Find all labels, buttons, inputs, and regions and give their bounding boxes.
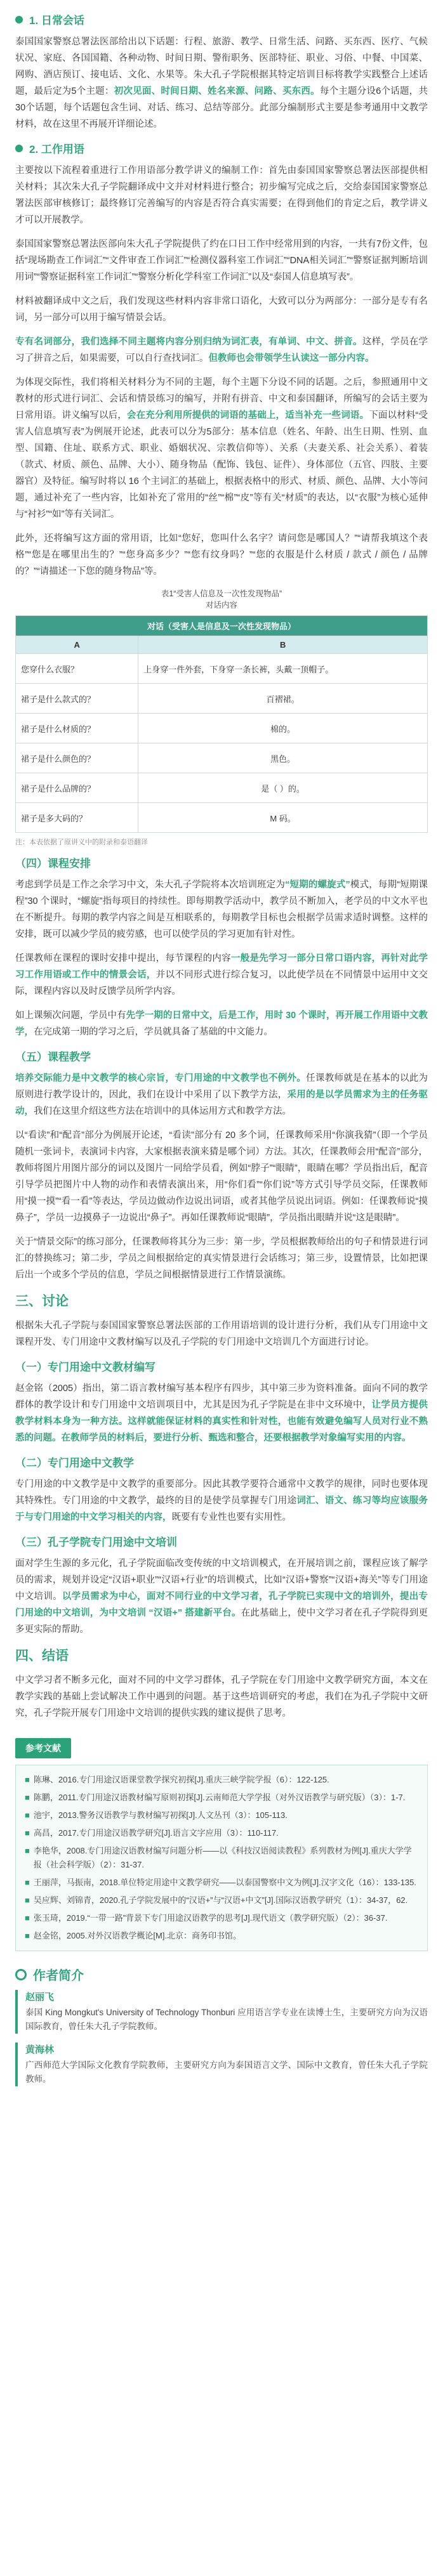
author-card — [15, 1990, 428, 2034]
highlight-text: 以学员需求为中心，面对不同行业的中文学习者，孔子学院已实现中文的培训外，提出专门用途的中文培训，为中文培训 “汉语+” 搭建新平台。 — [15, 1592, 428, 1618]
highlight-text: 但教师也会带领学生认读这一部分内容。 — [208, 353, 374, 363]
table-row — [16, 684, 428, 714]
table-cell-b: 棉的。 — [138, 714, 428, 743]
paragraph — [15, 1476, 428, 1526]
paragraph: 以“看读”和“配音”部分为例展开论述，“看读”部分有 20 多个词，任课教师采用“你演我猜”（即一个学员随机一张词卡，表演词卡内容，大家根据表演来猜是哪个词）方法。其次，任课教师会用“配音”部分，教师将图片用图片部分的词以及图片一同给学员看，例如“脖子”“眼睛”，眼睛在哪？学员指出后，配音引导学员把图片中人物的动作和表情表演出来，用“你们看”“你们说”等方式引导学员交际，任课教师用“摸一摸”“看一看”等表达，学员边做动作边说出词语，或者其他学员说出词语。例如：任课教师说“摸鼻子”，学员一边摸鼻子一边说出“鼻子”。再如任课教师说“眼睛”，学员指出眼睛并说“这是眼睛”。 — [15, 1130, 428, 1223]
bullet-icon: ■ — [25, 1775, 30, 1784]
paragraph — [15, 1007, 428, 1040]
table-cell-b: M 码。 — [138, 803, 428, 833]
authors-title: 作者简介 — [33, 1969, 84, 1983]
paragraph — [15, 1555, 428, 1638]
table-cell-a: 裙子是什么材质的？ — [16, 714, 138, 743]
bullet-icon: ■ — [25, 1913, 30, 1923]
author-desc: 泰国 King Mongkut's University of Technology Thonburi 应用语言学专业在读博士生，主要研究方向为汉语国际教育，曾任朱大孔子学院教师。 — [25, 2008, 428, 2031]
text: 既要有专业性也要有实用性。 — [171, 1512, 291, 1522]
highlight-text: 培养交际能力是中文教学的核心宗旨，专门用途的中文教学也不例外。 — [15, 1073, 307, 1083]
bullet-icon: ■ — [25, 1828, 30, 1838]
dialogue-table-block — [15, 587, 428, 847]
ring-icon — [15, 1969, 27, 1980]
highlight-text: 先学一期的日常中文，后是工作，用时 30 个课时，再开展工作用语中文教学， — [15, 1010, 428, 1037]
bullet-icon: ■ — [25, 1846, 30, 1855]
text: 面对学生生源的多元化，孔子学院面临改变传统的中文培训模式，在开展培训之前，课程应该了解学员的需求，规划并设定“汉语+职业”“汉语+行业”的培训模式，比如“汉语+警察”“汉语+海关”等专门用途中文培训。 — [15, 1559, 428, 1602]
reference-text: 赵金铭，2005.对外汉语教学概论[M].北京：商务印书馆。 — [33, 1931, 242, 1940]
table-caption-line: 表1“受害人信息及一次性发现物品” — [161, 589, 282, 598]
reference-item — [25, 1808, 418, 1822]
reference-text: 高昌，2017.专门用途汉语教学研究[J].语言文字应用（3）：110-117. — [33, 1828, 279, 1838]
table-row — [16, 654, 428, 684]
reference-text: 吴应辉、刘锦青，2020.孔子学院发展中的“汉语+”与“汉语+中文”[J].国际汉语教学研究（1）：34-37，62. — [33, 1895, 408, 1905]
table-caption — [15, 587, 428, 610]
reference-item — [25, 1929, 418, 1943]
highlight-text: 专有名词部分，我们选择不同主题将内容分别归纳为词汇表，有单词、中文、拼音。 — [15, 337, 362, 347]
paragraph — [15, 950, 428, 1000]
text: 并以不同形式进行综合复习，以此使学员在不同情景中运用中文交际，课程内容以及时反馈学员所学内容。 — [15, 970, 428, 997]
text: 泰国国家警察总署法医部给出以下话题：行程、旅游、教学、日常生活、问路、买东西、医疗、气候状况、家庭、各国国籍、各种动物、时间日期、警衔职务、医部特征、职业、习俗、中餐、中国菜、网购、酒店预订、接电话、文化、水果等。朱大孔子学院根据其特定培训目标将教学实践整合上述话题，最后定为5个主题： — [15, 37, 428, 96]
table-caption-line: 对话内容 — [205, 601, 237, 610]
section-heading-course: （四）课程安排 — [15, 858, 91, 870]
table-cell-b: 是（ ）的。 — [138, 773, 428, 803]
dialogue-table — [15, 615, 428, 833]
author-name: 黄海林 — [25, 2044, 55, 2055]
text: 任课教师在课程的课时安排中提出，每节课程的内容 — [15, 953, 231, 964]
reference-item — [25, 1911, 418, 1925]
section-heading-conclusion: 四、结语 — [15, 1649, 69, 1663]
text: 这样，学员在学习了拼音之后，如果需要，可以自行查找词汇。 — [15, 337, 428, 363]
text: 下面以材料“受害人信息填写表”为例展开论述，此表可以分为5部分：基本信息（姓名、年龄、出生日期、性别、血型、国籍、住址、联系方式、职业、婚姻状况、宗教信仰等）、关系（夫妻关系、社会关系）、着装（款式、材质、颜色、品牌、大小）、随身物品（配饰、钱包、证件）、身体部位（五官、四肢、主要器官）及特征。编写时将以 16 个主词汇的基础上，根据表格中的形式、材质、颜色、品牌、大小等问题，通过补充了一些内容，比如补充了常用的“丝”“棉”“皮”等有关“材质”的表达，以“衣服”为核心延伸与“衬衫”“如”等有关词汇。 — [15, 410, 428, 520]
authors-header — [15, 1965, 428, 1984]
author-name: 赵丽飞 — [25, 1992, 55, 2003]
table-cell-b: 上身穿一件外套，下身穿一条长裤，头戴一顶帽子。 — [138, 654, 428, 684]
paragraph — [15, 1380, 428, 1446]
highlight-text: 让学员方提供教学材料本身为一种方法。这样就能保证材料的真实性和针对性，也能有效避免编写人员对行业不熟悉的问题。在教师学员的材料后，要进行分析、甄选和整合，还要根据教学对象编写实用的内容。 — [15, 1400, 428, 1443]
paragraph: 关于“情景交际”的练习部分，任课教师将其分为三步：第一步，学员根据教师给出的句子和情景进行词汇的替换练习；第二步，学员之间根据给定的真实情景进行会话练习；第三步，设置情景，比如把课后出一个或多个学员的信息，学员之间根据情景进行工作情景演练。 — [15, 1237, 428, 1280]
highlight-text: 一般是先学习一部分日常口语内容，再针对此学习工作用语或工作中的情景会话， — [15, 953, 428, 980]
section-heading-text: 2. 工作用语 — [29, 143, 84, 155]
bullet-icon: ■ — [25, 1931, 30, 1940]
section-heading-discussion: 三、讨论 — [15, 1294, 69, 1309]
article-content — [15, 0, 428, 2095]
table-note: 注：本表依据了原讲义中的附录和泰语翻译 — [15, 839, 148, 846]
table-row — [16, 743, 428, 773]
bullet-icon: ■ — [25, 1793, 30, 1802]
paragraph: 中文学习者不断多元化，面对不同的中文学习群体，孔子学院在专门用途中文教学研究方面，本文在教学实践的基础上尝试解决工作中遇到的问题。基于这些培训研究的考虑，我们在为孔子学院中文研究，孔子学院开展专门用途中文培训的提供实践的建议提供了思考。 — [15, 1675, 428, 1718]
table-cell-a: 您穿什么衣服？ — [16, 654, 138, 684]
reference-text: 池宇，2013.警务汉语教学与教材编写初探[J].人文丛刊（3）：105-113. — [33, 1810, 288, 1820]
text: 如上课频次问题，学员中有 — [15, 1010, 126, 1021]
reference-text: 张玉琦，2019.“一带一路”背景下专门用途汉语教学的思考[J].现代语文（教学研究版）（2）：36-37. — [33, 1913, 388, 1923]
subsection-heading-teaching: （二）专门用途中文教学 — [15, 1457, 134, 1469]
reference-item — [25, 1876, 418, 1890]
highlight-text: “短期的螺旋式” — [285, 880, 350, 890]
section-heading-work — [15, 140, 428, 156]
table-col-a: A — [16, 636, 138, 654]
references-box — [15, 1765, 428, 1951]
table-group-header: 对话（受害人是信息及一次性发现物品） — [16, 616, 428, 636]
table-cell-b: 百褶裙。 — [138, 684, 428, 714]
reference-item — [25, 1773, 418, 1787]
paragraph: 材料被翻译成中文之后，我们发现这些材料内容非常口语化，大致可以分为两部分：一部分是专有名词，另一部分可以用于编写情景会话。 — [15, 296, 428, 323]
subsection-heading-materials: （一）专门用途中文教材编写 — [15, 1361, 155, 1373]
section-heading-daily — [15, 11, 428, 27]
paragraph — [15, 877, 428, 943]
table-cell-a: 裙子是什么款式的？ — [16, 684, 138, 714]
paragraph: 此外，还将编写这方面的常用语，比如“您好，您叫什么名字？请问您是哪国人？”“请帮我填这个表格”“您是在哪里出生的？”“您身高多少？”“您有纹身吗？”“您的衣服是什么材质 / 款式 / 颜色 / 品牌的？”“请描述一下您的随身物品”等。 — [15, 533, 428, 577]
highlight-text: 会在充分利用所提供的词语的基础上，适当补充一些词语。 — [126, 410, 369, 421]
highlight-text: 采用的是以学员需求为主的任务驱动， — [15, 1090, 428, 1116]
table-cell-a: 裙子是多大码的？ — [16, 803, 138, 833]
text: 我们在这里介绍这些方法在培训中的具体运用方式和教学方法。 — [34, 1106, 291, 1116]
heading-dot-icon — [15, 145, 23, 152]
paragraph — [15, 1070, 428, 1120]
text: 在完成第一期的学习之后，学员就具备了基础的中文能力。 — [34, 1027, 273, 1037]
paragraph: 泰国国家警察总署法医部向朱大孔子学院提供了约在口日工作中经常用到的内容，一共有7份文件，包括“现场勘查工作词汇”“文件审查工作词汇”“检测仪器科室工作词汇”“DNA相关词汇”“警察证据判断培训用词”“警察证据科室工作词汇”“警察分析化学科室工作词汇”以及“泰国人信息填写表”。 — [15, 239, 428, 282]
reference-text: 陈琳、2016.专门用途汉语课堂教学探究初探[J].重庆三峡学院学报（6）：122-125. — [33, 1775, 329, 1784]
heading-dot-icon — [15, 16, 23, 23]
reference-text: 陈鹏，2011.专门用途汉语教材编写原则初探[J].云南师范大学学报（对外汉语教学与研究版）（3）：1-7. — [33, 1793, 406, 1802]
table-cell-b: 黑色。 — [138, 743, 428, 773]
text: 任课教师就是在基本的以此为原则进行教学设计的，因此，我们在设计中采用了以下教学方法， — [15, 1073, 428, 1100]
text: 专门用途的中文教学是中文教学的重要部分。因此其教学要符合通常中文教学的规律，同时也要体现其特殊性。专门用途的中文教学，最终的目的是使学员掌握专门用途 — [15, 1479, 428, 1506]
reference-text: 李艳华，2008.专门用途汉语教材编写问题分析——以《科技汉语阅读教程》系列教材为例[J].重庆大学学报（社会科学版）（2）：31-37. — [33, 1846, 412, 1869]
paragraph — [15, 34, 428, 133]
highlight-text: 词汇、语文、练习等均应该服务于与专门用途的中文学习相关的内容， — [15, 1496, 428, 1522]
table-cell-a: 裙子是什么品牌的？ — [16, 773, 138, 803]
reference-item — [25, 1844, 418, 1872]
subsection-heading-training: （三）孔子学院专门用途中文培训 — [15, 1536, 177, 1548]
bullet-icon: ■ — [25, 1878, 30, 1887]
bullet-icon: ■ — [25, 1895, 30, 1905]
bullet-icon: ■ — [25, 1810, 30, 1820]
section-heading-teaching: （五）课程教学 — [15, 1051, 91, 1063]
table-row — [16, 773, 428, 803]
paragraph — [15, 334, 428, 367]
reference-text: 王丽萍，马振南，2018.单位特定用途中文教学研究——以泰国警察中文为例[J].汉字文化（16）：133-135. — [33, 1878, 417, 1887]
text: 赵金铭（2005）指出，第二语言教材编写基本程序有四步，其中第三步为资料准备。面向不同的教学群体的教学设计和专门用途中文培训项目中，尤其是因为孔子学院是在非中文环境中， — [15, 1383, 428, 1410]
paragraph: 主要按以下流程着重进行工作用语部分教学讲义的编制工作：首先由泰国国家警察总署法医部提供相关材料；其次朱大孔子学院翻译成中文并对材料进行整合；初步编写完成之后，交给泰国国家警察总署法医部审核修订；最终修订完善编写的内容是否符合真实需要；在得到他们的肯定之后，教学讲义才可以开展教学。 — [15, 166, 428, 225]
author-card — [15, 2043, 428, 2086]
reference-item — [25, 1826, 418, 1840]
reference-item — [25, 1893, 418, 1907]
paragraph — [15, 374, 428, 523]
table-row — [16, 803, 428, 833]
text: 为体现交际性，我们将相关材料分为不同的主题，每个主题下分设不同的话题。之后，参照通用中文教材的形式进行词汇、会话和情景练习的编写，并附有拼音、中文和泰国翻译，所编写的会话主要为日常用语。讲义编写以后， — [15, 377, 428, 421]
text: 在此基础上，使中文学习者在孔子学院得到更多更实际的帮助。 — [15, 1608, 428, 1635]
text: 每个主题分设6个话题，共30个话题，每个话题包含生词、对话、练习、总结等部分。此部分编制形式主要是参考通用中文教学材料，故在这里不再展开详细论述。 — [15, 86, 428, 129]
highlight-text: 初次见面、时间日期、姓名来源、问路、买东西。 — [114, 86, 320, 96]
text: 考虑到学员是工作之余学习中文，朱大孔子学院将本次培训班定为 — [15, 880, 286, 890]
paragraph: 根据朱大孔子学院与泰国国家警察总署法医部的工作用语培训的设计进行分析，我们从专门用途中文课程开发、专门用途中文教材编写以及孔子学院的专门用途中文培训几个方面进行讨论。 — [15, 1321, 428, 1347]
references-header — [15, 1738, 428, 1758]
section-heading-text: 1. 日常会话 — [29, 15, 84, 27]
reference-item — [25, 1791, 418, 1805]
author-desc: 广西师范大学国际文化教育学院教师，主要研究方向为泰国语言文学、国际中文教育，曾任朱大孔子学院教师。 — [25, 2060, 428, 2084]
references-title: 参考文献 — [15, 1738, 71, 1758]
text: 模式，每期“短期课程”30 个课时，“螺旋”指每项目的持续性。即每期教学活动中，教学员不断加入，老学员的中文水平也在不断提升。每期的教学内容之间是互相联系的，每期教学目标也会根据学员需求适时调整。这样的安排，既可以减少学员的疲劳感，也可以使学员的学习更加有针对性。 — [15, 880, 428, 939]
table-col-b: B — [138, 636, 428, 654]
table-cell-a: 裙子是什么颜色的？ — [16, 743, 138, 773]
table-row — [16, 714, 428, 743]
